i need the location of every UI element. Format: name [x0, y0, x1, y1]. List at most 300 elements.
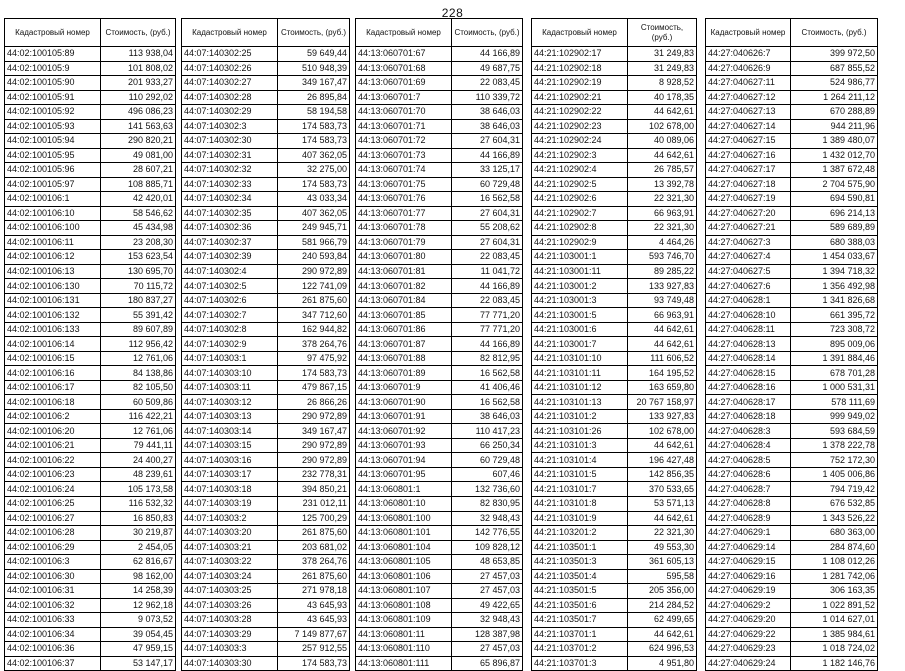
cost-value-cell: 153 623,54: [101, 250, 176, 265]
cadastral-number-cell: 44:27:040628:16: [706, 380, 791, 395]
cadastral-number-cell: 44:13:060701:86: [356, 322, 452, 337]
cadastral-number-cell: 44:07:140302:6: [182, 293, 278, 308]
cadastral-number-cell: 44:02:100106:23: [5, 467, 101, 482]
cost-value-cell: 111 606,52: [628, 351, 697, 366]
table-row: [356, 540, 523, 555]
cost-table-5: [705, 18, 878, 671]
column-header-cost: Стоимость, (руб.): [452, 19, 523, 47]
cost-value-cell: 42 420,01: [101, 192, 176, 207]
cadastral-number-cell: 44:02:100105:89: [5, 47, 101, 62]
table-row: [706, 308, 878, 323]
cost-value-cell: 479 867,15: [278, 380, 350, 395]
cost-value-cell: 16 562,58: [452, 192, 523, 207]
cadastral-number-cell: 44:07:140303:29: [182, 627, 278, 642]
cadastral-number-cell: 44:13:060701:92: [356, 424, 452, 439]
cost-value-cell: 110 339,72: [452, 90, 523, 105]
table-row: [182, 511, 350, 526]
cost-value-cell: 59 649,44: [278, 47, 350, 62]
cadastral-number-cell: 44:02:100106:34: [5, 627, 101, 642]
table-row: [706, 482, 878, 497]
table-row: [706, 105, 878, 120]
table-row: [356, 177, 523, 192]
cadastral-number-cell: 44:02:100106:14: [5, 337, 101, 352]
table-row: [356, 308, 523, 323]
cost-value-cell: 142 776,55: [452, 526, 523, 541]
cadastral-number-cell: 44:27:040628:6: [706, 467, 791, 482]
cost-value-cell: 66 963,91: [628, 206, 697, 221]
cadastral-number-cell: 44:21:102902:19: [532, 76, 628, 91]
cadastral-number-cell: 44:13:060801:108: [356, 598, 452, 613]
cost-value-cell: 27 457,03: [452, 584, 523, 599]
cost-value-cell: 22 321,30: [628, 192, 697, 207]
cost-value-cell: 676 532,85: [791, 496, 878, 511]
cadastral-number-cell: 44:07:140302:8: [182, 322, 278, 337]
cost-value-cell: 257 912,55: [278, 642, 350, 657]
table-row: [5, 526, 176, 541]
table-row: [5, 61, 176, 76]
cost-value-cell: 164 195,52: [628, 366, 697, 381]
table-row: [5, 206, 176, 221]
cost-value-cell: 696 214,13: [791, 206, 878, 221]
cadastral-number-cell: 44:27:040627:11: [706, 76, 791, 91]
cadastral-number-cell: 44:21:103701:1: [532, 627, 628, 642]
cadastral-number-cell: 44:27:040627:6: [706, 279, 791, 294]
cost-value-cell: 687 855,52: [791, 61, 878, 76]
cadastral-number-cell: 44:27:040629:24: [706, 656, 791, 671]
cadastral-number-cell: 44:13:060701:95: [356, 467, 452, 482]
cadastral-number-cell: 44:13:060801:1: [356, 482, 452, 497]
cost-value-cell: 141 563,63: [101, 119, 176, 134]
cost-value-cell: 205 356,00: [628, 584, 697, 599]
table-row: [182, 206, 350, 221]
cadastral-number-cell: 44:27:040627:15: [706, 134, 791, 149]
cost-value-cell: 8 928,52: [628, 76, 697, 91]
cadastral-number-cell: 44:02:100106:22: [5, 453, 101, 468]
table-row: [356, 453, 523, 468]
cost-value-cell: 133 927,83: [628, 279, 697, 294]
cadastral-number-cell: 44:27:040628:1: [706, 293, 791, 308]
cost-value-cell: 40 178,35: [628, 90, 697, 105]
cadastral-number-cell: 44:13:060701:78: [356, 221, 452, 236]
cost-value-cell: 349 167,47: [278, 76, 350, 91]
cost-value-cell: 82 830,95: [452, 496, 523, 511]
cadastral-number-cell: 44:27:040628:8: [706, 496, 791, 511]
table-row: [532, 598, 697, 613]
cost-value-cell: 84 138,86: [101, 366, 176, 381]
cadastral-number-cell: 44:21:102902:21: [532, 90, 628, 105]
cost-value-cell: 16 850,83: [101, 511, 176, 526]
cost-value-cell: 44 166,89: [452, 279, 523, 294]
cost-value-cell: 44 642,61: [628, 337, 697, 352]
table-row: [182, 105, 350, 120]
cost-value-cell: 16 562,58: [452, 395, 523, 410]
table-row: [5, 555, 176, 570]
cost-value-cell: 1 264 211,12: [791, 90, 878, 105]
table-row: [5, 642, 176, 657]
table-row: [532, 409, 697, 424]
cost-value-cell: 43 033,34: [278, 192, 350, 207]
cost-table-2: [181, 18, 350, 671]
cost-value-cell: 1 182 146,76: [791, 656, 878, 671]
cadastral-number-cell: 44:02:100106:36: [5, 642, 101, 657]
cost-value-cell: 407 362,05: [278, 206, 350, 221]
column-header-cost: Стоимость, (руб.): [278, 19, 350, 47]
cadastral-number-cell: 44:13:060701:88: [356, 351, 452, 366]
cost-value-cell: 142 856,35: [628, 467, 697, 482]
table-row: [182, 409, 350, 424]
cadastral-number-cell: 44:02:100106:1: [5, 192, 101, 207]
cost-value-cell: 12 962,18: [101, 598, 176, 613]
cadastral-number-cell: 44:27:040628:9: [706, 511, 791, 526]
table-row: [5, 221, 176, 236]
cost-value-cell: 105 173,58: [101, 482, 176, 497]
cost-value-cell: 510 948,39: [278, 61, 350, 76]
table-row: [532, 235, 697, 250]
cadastral-number-cell: 44:07:140303:17: [182, 467, 278, 482]
cadastral-number-cell: 44:02:100105:9: [5, 61, 101, 76]
cost-value-cell: 290 972,89: [278, 409, 350, 424]
table-row: [5, 511, 176, 526]
cadastral-number-cell: 44:21:103501:6: [532, 598, 628, 613]
table-row: [182, 47, 350, 62]
cost-value-cell: 82 812,95: [452, 351, 523, 366]
table-row: [5, 380, 176, 395]
cost-value-cell: 27 604,31: [452, 235, 523, 250]
cost-value-cell: 11 041,72: [452, 264, 523, 279]
cost-value-cell: 1 356 492,98: [791, 279, 878, 294]
table-row: [532, 424, 697, 439]
table-row: [182, 279, 350, 294]
table-row: [182, 351, 350, 366]
table-row: [5, 250, 176, 265]
table-row: [5, 264, 176, 279]
cadastral-number-cell: 44:07:140302:33: [182, 177, 278, 192]
cadastral-number-cell: 44:27:040627:16: [706, 148, 791, 163]
table-row: [706, 235, 878, 250]
cost-value-cell: 1 018 724,02: [791, 642, 878, 657]
cost-value-cell: 1 454 033,67: [791, 250, 878, 265]
table-row: [706, 380, 878, 395]
table-row: [706, 134, 878, 149]
table-row: [706, 395, 878, 410]
cost-value-cell: 133 927,83: [628, 409, 697, 424]
cadastral-number-cell: 44:07:140303:26: [182, 598, 278, 613]
cost-value-cell: 1 391 884,46: [791, 351, 878, 366]
table-row: [182, 380, 350, 395]
table-row: [356, 584, 523, 599]
table-row: [706, 453, 878, 468]
cost-value-cell: 26 895,84: [278, 90, 350, 105]
table-row: [182, 148, 350, 163]
table-row: [532, 148, 697, 163]
cost-value-cell: 116 532,32: [101, 496, 176, 511]
cost-value-cell: 32 948,43: [452, 613, 523, 628]
cadastral-number-cell: 44:02:100106:30: [5, 569, 101, 584]
cadastral-number-cell: 44:21:103001:6: [532, 322, 628, 337]
cadastral-number-cell: 44:27:040628:14: [706, 351, 791, 366]
cost-value-cell: 89 285,22: [628, 264, 697, 279]
cost-value-cell: 2 704 575,90: [791, 177, 878, 192]
cadastral-number-cell: 44:21:103001:3: [532, 293, 628, 308]
cadastral-number-cell: 44:13:060701:7: [356, 90, 452, 105]
table-row: [706, 163, 878, 178]
table-row: [182, 221, 350, 236]
cost-value-cell: 9 073,52: [101, 613, 176, 628]
cost-value-cell: 39 054,45: [101, 627, 176, 642]
cadastral-number-cell: 44:07:140303:20: [182, 526, 278, 541]
cost-value-cell: 48 239,61: [101, 467, 176, 482]
table-row: [356, 279, 523, 294]
cost-value-cell: 128 387,98: [452, 627, 523, 642]
cadastral-number-cell: 44:02:100106:133: [5, 322, 101, 337]
cadastral-number-cell: 44:21:102902:9: [532, 235, 628, 250]
cadastral-number-cell: 44:07:140303:21: [182, 540, 278, 555]
cadastral-number-cell: 44:21:102902:22: [532, 105, 628, 120]
table-row: [706, 192, 878, 207]
cadastral-number-cell: 44:21:103101:13: [532, 395, 628, 410]
table-row: [532, 380, 697, 395]
cost-value-cell: 261 875,60: [278, 569, 350, 584]
cost-value-cell: 284 874,60: [791, 540, 878, 555]
cadastral-number-cell: 44:27:040627:13: [706, 105, 791, 120]
cadastral-number-cell: 44:21:102902:8: [532, 221, 628, 236]
table-row: [356, 642, 523, 657]
table-row: [706, 221, 878, 236]
table-row: [356, 482, 523, 497]
cost-value-cell: 77 771,20: [452, 308, 523, 323]
cost-value-cell: 26 866,26: [278, 395, 350, 410]
cost-value-cell: 496 086,23: [101, 105, 176, 120]
cost-value-cell: 12 761,06: [101, 351, 176, 366]
cost-value-cell: 999 949,02: [791, 409, 878, 424]
table-row: [356, 395, 523, 410]
table-row: [356, 119, 523, 134]
cost-value-cell: 261 875,60: [278, 526, 350, 541]
table-row: [356, 250, 523, 265]
cost-table-1: [4, 18, 176, 671]
table-row: [706, 177, 878, 192]
table-row: [532, 105, 697, 120]
cadastral-number-cell: 44:02:100106:100: [5, 221, 101, 236]
table-row: [5, 482, 176, 497]
cadastral-number-cell: 44:13:060701:69: [356, 76, 452, 91]
table-row: [182, 308, 350, 323]
cadastral-number-cell: 44:27:040627:12: [706, 90, 791, 105]
table-row: [356, 148, 523, 163]
cost-value-cell: 49 687,75: [452, 61, 523, 76]
table-row: [5, 598, 176, 613]
cadastral-number-cell: 44:02:100106:17: [5, 380, 101, 395]
cadastral-number-cell: 44:21:102902:7: [532, 206, 628, 221]
table-row: [182, 366, 350, 381]
cost-value-cell: 49 081,00: [101, 148, 176, 163]
table-row: [356, 496, 523, 511]
table-row: [5, 279, 176, 294]
table-row: [706, 642, 878, 657]
table-row: [706, 438, 878, 453]
cadastral-number-cell: 44:21:103501:4: [532, 569, 628, 584]
cadastral-number-cell: 44:21:102902:24: [532, 134, 628, 149]
cadastral-number-cell: 44:02:100106:18: [5, 395, 101, 410]
table-row: [356, 366, 523, 381]
cost-value-cell: 180 837,27: [101, 293, 176, 308]
table-row: [182, 598, 350, 613]
table-row: [182, 76, 350, 91]
table-row: [5, 627, 176, 642]
cadastral-number-cell: 44:07:140302:34: [182, 192, 278, 207]
cost-value-cell: 14 258,39: [101, 584, 176, 599]
cost-value-cell: 162 944,82: [278, 322, 350, 337]
table-row: [356, 61, 523, 76]
table-row: [5, 192, 176, 207]
table-row: [706, 351, 878, 366]
cadastral-number-cell: 44:02:100106:10: [5, 206, 101, 221]
table-row: [182, 467, 350, 482]
cadastral-number-cell: 44:21:103501:7: [532, 613, 628, 628]
cadastral-number-cell: 44:02:100105:96: [5, 163, 101, 178]
cost-value-cell: 16 562,58: [452, 366, 523, 381]
cadastral-number-cell: 44:27:040628:7: [706, 482, 791, 497]
table-row: [356, 337, 523, 352]
cadastral-number-cell: 44:13:060701:77: [356, 206, 452, 221]
table-row: [182, 163, 350, 178]
cadastral-number-cell: 44:21:103101:26: [532, 424, 628, 439]
table-row: [706, 627, 878, 642]
cadastral-number-cell: 44:02:100106:28: [5, 526, 101, 541]
cadastral-number-cell: 44:13:060701:71: [356, 119, 452, 134]
table-row: [5, 76, 176, 91]
cadastral-number-cell: 44:02:100106:15: [5, 351, 101, 366]
cadastral-number-cell: 44:13:060801:10: [356, 496, 452, 511]
table-row: [356, 47, 523, 62]
cost-value-cell: 196 427,48: [628, 453, 697, 468]
column-header-number: Кадастровый номер: [532, 19, 628, 47]
table-row: [356, 424, 523, 439]
cadastral-number-cell: 44:13:060801:105: [356, 555, 452, 570]
table-row: [182, 235, 350, 250]
table-row: [706, 250, 878, 265]
table-row: [182, 656, 350, 671]
cost-table-3: [355, 18, 523, 671]
cadastral-number-cell: 44:13:060701:87: [356, 337, 452, 352]
cost-value-cell: 97 475,92: [278, 351, 350, 366]
cadastral-number-cell: 44:21:103101:10: [532, 351, 628, 366]
cadastral-number-cell: 44:27:040629:15: [706, 555, 791, 570]
table-row: [356, 613, 523, 628]
table-row: [532, 206, 697, 221]
cadastral-number-cell: 44:27:040629:2: [706, 598, 791, 613]
table-row: [182, 555, 350, 570]
cost-value-cell: 43 645,93: [278, 598, 350, 613]
table-row: [532, 555, 697, 570]
table-row: [5, 496, 176, 511]
cadastral-number-cell: 44:02:100106:27: [5, 511, 101, 526]
table-row: [532, 656, 697, 671]
cadastral-number-cell: 44:21:103701:2: [532, 642, 628, 657]
cost-value-cell: 678 701,28: [791, 366, 878, 381]
table-row: [532, 511, 697, 526]
table-row: [356, 569, 523, 584]
cost-value-cell: 31 249,83: [628, 61, 697, 76]
cost-value-cell: 581 966,79: [278, 235, 350, 250]
cost-value-cell: 174 583,73: [278, 656, 350, 671]
cadastral-number-cell: 44:21:103501:5: [532, 584, 628, 599]
cost-value-cell: 4 464,26: [628, 235, 697, 250]
table-row: [706, 322, 878, 337]
cost-value-cell: 132 736,60: [452, 482, 523, 497]
cost-value-cell: 110 292,02: [101, 90, 176, 105]
table-row: [532, 293, 697, 308]
cadastral-number-cell: 44:21:103001:11: [532, 264, 628, 279]
cost-value-cell: 40 089,06: [628, 134, 697, 149]
table-row: [532, 119, 697, 134]
table-row: [5, 424, 176, 439]
cadastral-number-cell: 44:13:060701:70: [356, 105, 452, 120]
cost-value-cell: 723 308,72: [791, 322, 878, 337]
cost-value-cell: 174 583,73: [278, 134, 350, 149]
cadastral-number-cell: 44:27:040627:17: [706, 163, 791, 178]
cost-value-cell: 524 986,77: [791, 76, 878, 91]
table-row: [5, 148, 176, 163]
cost-value-cell: 214 284,52: [628, 598, 697, 613]
column-header-cost: Стоимость, (руб.): [628, 19, 697, 47]
cadastral-number-cell: 44:27:040628:3: [706, 424, 791, 439]
cost-value-cell: 578 111,69: [791, 395, 878, 410]
cadastral-number-cell: 44:13:060701:80: [356, 250, 452, 265]
cadastral-number-cell: 44:13:060801:106: [356, 569, 452, 584]
table-row: [5, 322, 176, 337]
cadastral-number-cell: 44:02:100106:13: [5, 264, 101, 279]
table-row: [5, 177, 176, 192]
table-row: [182, 250, 350, 265]
cadastral-number-cell: 44:27:040628:4: [706, 438, 791, 453]
cost-value-cell: 98 162,00: [101, 569, 176, 584]
cadastral-number-cell: 44:13:060801:101: [356, 526, 452, 541]
cadastral-number-cell: 44:02:100105:95: [5, 148, 101, 163]
cadastral-number-cell: 44:02:100105:93: [5, 119, 101, 134]
table-row: [356, 264, 523, 279]
table-row: [356, 511, 523, 526]
cost-value-cell: 26 785,57: [628, 163, 697, 178]
table-row: [5, 540, 176, 555]
table-row: [5, 656, 176, 671]
cost-value-cell: 60 729,48: [452, 453, 523, 468]
table-row: [532, 134, 697, 149]
table-row: [356, 322, 523, 337]
table-row: [532, 526, 697, 541]
cost-value-cell: 261 875,60: [278, 293, 350, 308]
cost-value-cell: 102 678,00: [628, 119, 697, 134]
cost-value-cell: 589 689,89: [791, 221, 878, 236]
cost-value-cell: 399 972,50: [791, 47, 878, 62]
table-row: [356, 656, 523, 671]
table-row: [182, 642, 350, 657]
cadastral-number-cell: 44:02:100106:11: [5, 235, 101, 250]
cost-value-cell: 116 422,21: [101, 409, 176, 424]
table-row: [532, 438, 697, 453]
table-row: [706, 409, 878, 424]
cost-value-cell: 66 963,91: [628, 308, 697, 323]
table-row: [706, 540, 878, 555]
cadastral-number-cell: 44:07:140302:36: [182, 221, 278, 236]
cadastral-number-cell: 44:07:140302:4: [182, 264, 278, 279]
cost-value-cell: 30 219,87: [101, 526, 176, 541]
cost-value-cell: 624 996,53: [628, 642, 697, 657]
cost-value-cell: 58 546,62: [101, 206, 176, 221]
cadastral-number-cell: 44:07:140303:13: [182, 409, 278, 424]
cost-value-cell: 895 009,06: [791, 337, 878, 352]
table-row: [706, 206, 878, 221]
